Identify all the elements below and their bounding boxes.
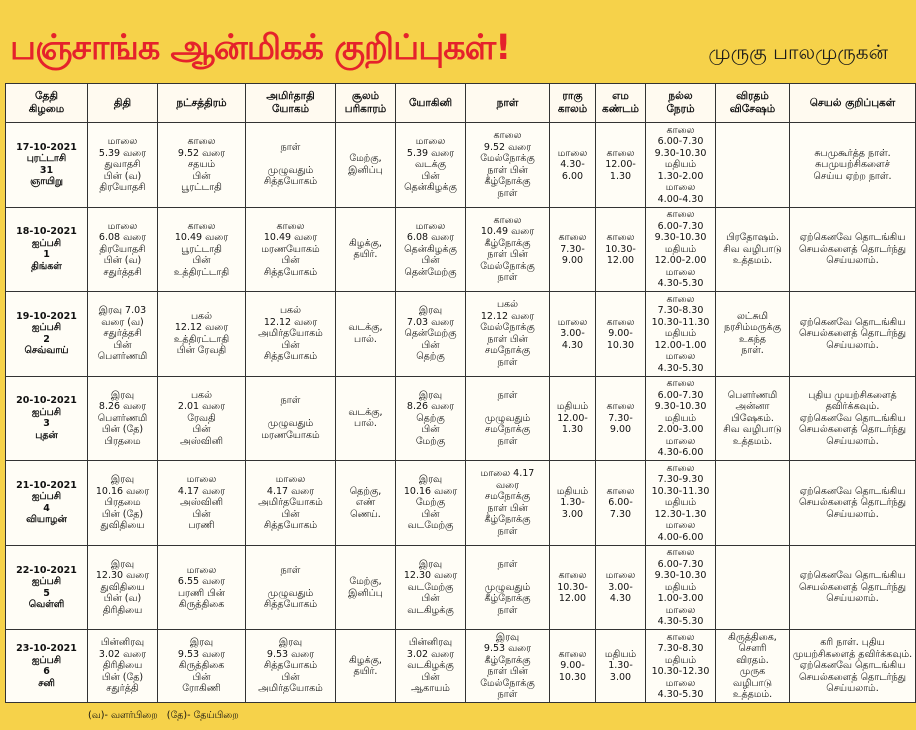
cell-thithi: இரவு 7.03 வரை (வ) சதுர்த்தசி பின் பௌர்ணமி xyxy=(88,292,158,377)
cell-naal: பகல் 12.12 வரை மேல்நோக்கு நாள் பின் சமநோக்கு நாள் xyxy=(466,292,550,377)
cell-star: மாலை 6.55 வரை பரணி பின் கிருத்திகை xyxy=(158,545,246,630)
cell-emagandam: காலை 12.00- 1.30 xyxy=(596,123,646,208)
table-row xyxy=(6,545,916,630)
cell-star: இரவு 9.53 வரை கிருத்திகை பின் ரோகிணி xyxy=(158,630,246,703)
cell-notes: ஏற்கெனவே தொடங்கிய செயல்களைத் தொடர்ந்து செய்யலாம். xyxy=(790,461,916,546)
cell-emagandam: மதியம் 1.30- 3.00 xyxy=(596,630,646,703)
cell-naal: காலை 10.49 வரை கீழ்நோக்கு நாள் பின் மேல்நோக்கு நாள் xyxy=(466,207,550,292)
cell-rahu: மாலை 4.30- 6.00 xyxy=(550,123,596,208)
cell-yogini: இரவு 10.16 வரை மேற்கு பின் வடமேற்கு xyxy=(396,461,466,546)
cell-thithi: இரவு 12.30 வரை துவிதியை பின் (வ) திரிதியை xyxy=(88,545,158,630)
cell-star: பகல் 12.12 வரை உத்திரட்டாதி பின் ரேவதி xyxy=(158,292,246,377)
legend-footer: (வ)- வளர்பிறை (தே)- தேய்பிறை xyxy=(88,710,239,721)
cell-notes: கரி நாள். புதிய முயற்சிகளைத் தவிர்க்கவும். ஏற்கெனவே தொடங்கிய செயல்களைத் தொடர்ந்து செய்யலாம். xyxy=(790,630,916,703)
cell-star: பகல் 2.01 வரை ரேவதி பின் அஸ்வினி xyxy=(158,376,246,461)
cell-star: மாலை 4.17 வரை அஸ்வினி பின் பரணி xyxy=(158,461,246,546)
page-title: பஞ்சாங்க ஆன்மிகக் குறிப்புகள்! xyxy=(10,28,511,68)
cell-vratham xyxy=(716,123,790,208)
cell-date: 22-10-2021 ஐப்பசி 5 வெள்ளி xyxy=(6,545,88,630)
cell-date: 23-10-2021 ஐப்பசி 6 சனி xyxy=(6,630,88,703)
cell-naal: நாள் முழுவதும் கீழ்நோக்கு நாள் xyxy=(466,545,550,630)
cell-soolam: கிழக்கு, தயிர். xyxy=(336,630,396,703)
col-header-naal: நாள் xyxy=(466,84,550,123)
cell-vratham: கிருத்திகை, சௌரி விரதம். முருக வழிபாடு உத்தமம். xyxy=(716,630,790,703)
cell-emagandam: காலை 10.30- 12.00 xyxy=(596,207,646,292)
cell-good-time: காலை 6.00-7.30 9.30-10.30 மதியம் 1.00-3.00 மாலை 4.30-5.30 xyxy=(646,545,716,630)
cell-yogini: மாலை 5.39 வரை வடக்கு பின் தென்கிழக்கு xyxy=(396,123,466,208)
cell-good-time: காலை 6.00-7.30 9.30-10.30 மதியம் 2.00-3.00 மாலை 4.30-6.00 xyxy=(646,376,716,461)
table-body xyxy=(6,123,916,703)
cell-rahu: காலை 10.30- 12.00 xyxy=(550,545,596,630)
cell-emagandam: காலை 6.00- 7.30 xyxy=(596,461,646,546)
col-header-good-time: நல்ல நேரம் xyxy=(646,84,716,123)
cell-emagandam: மாலை 3.00- 4.30 xyxy=(596,545,646,630)
header-row xyxy=(6,84,916,123)
cell-thithi: இரவு 10.16 வரை பிரதமை பின் (தே) துவிதியை xyxy=(88,461,158,546)
cell-rahu: காலை 9.00- 10.30 xyxy=(550,630,596,703)
cell-naal: மாலை 4.17 வரை சமநோக்கு நாள் பின் கீழ்நோக்கு நாள் xyxy=(466,461,550,546)
cell-date: 18-10-2021 ஐப்பசி 1 திங்கள் xyxy=(6,207,88,292)
col-header-rahu: ராகு காலம் xyxy=(550,84,596,123)
cell-star: காலை 10.49 வரை பூரட்டாதி பின் உத்திரட்டாதி xyxy=(158,207,246,292)
cell-yogam: நாள் முழுவதும் சித்தயோகம் xyxy=(246,123,336,208)
cell-naal: இரவு 9.53 வரை கீழ்நோக்கு நாள் பின் மேல்நோக்கு நாள் xyxy=(466,630,550,703)
cell-date: 20-10-2021 ஐப்பசி 3 புதன் xyxy=(6,376,88,461)
panchangam-table xyxy=(5,83,916,703)
col-header-thithi: திதி xyxy=(88,84,158,123)
cell-notes: ஏற்கெனவே தொடங்கிய செயல்களைத் தொடர்ந்து செய்யலாம். xyxy=(790,545,916,630)
cell-emagandam: காலை 9.00- 10.30 xyxy=(596,292,646,377)
cell-thithi: பின்னிரவு 3.02 வரை திரிதியை பின் (தே) சதுர்த்தி xyxy=(88,630,158,703)
col-header-date: தேதி கிழமை xyxy=(6,84,88,123)
cell-emagandam: காலை 7.30- 9.00 xyxy=(596,376,646,461)
col-header-vratham: விரதம் விசேஷம் xyxy=(716,84,790,123)
cell-thithi: இரவு 8.26 வரை பௌர்ணமி பின் (தே) பிரதமை xyxy=(88,376,158,461)
cell-yogini: மாலை 6.08 வரை தென்கிழக்கு பின் தென்மேற்கு xyxy=(396,207,466,292)
cell-yogam: இரவு 9.53 வரை சித்தயோகம் பின் அமிர்தயோகம் xyxy=(246,630,336,703)
cell-soolam: மேற்கு, இனிப்பு xyxy=(336,545,396,630)
cell-rahu: காலை 7.30- 9.00 xyxy=(550,207,596,292)
cell-yogam: பகல் 12.12 வரை அமிர்தயோகம் பின் சித்தயோகம் xyxy=(246,292,336,377)
col-header-star: நட்சத்திரம் xyxy=(158,84,246,123)
table-row xyxy=(6,123,916,208)
cell-date: 17-10-2021 புரட்டாசி 31 ஞாயிறு xyxy=(6,123,88,208)
table-row xyxy=(6,461,916,546)
header xyxy=(0,0,900,80)
cell-yogini: இரவு 12.30 வரை வடமேற்கு பின் வடகிழக்கு xyxy=(396,545,466,630)
cell-good-time: காலை 7.30-8.30 மதியம் 10.30-12.30 மாலை 4.30-5.30 xyxy=(646,630,716,703)
cell-good-time: காலை 7.30-8.30 10.30-11.30 மதியம் 12.00-1.00 மாலை 4.30-5.30 xyxy=(646,292,716,377)
cell-notes: சுபமுகூர்த்த நாள். சுபமுயற்சிகளைச் செய்ய ஏற்ற நாள். xyxy=(790,123,916,208)
table-row xyxy=(6,292,916,377)
cell-rahu: மதியம் 12.00- 1.30 xyxy=(550,376,596,461)
cell-yogini: பின்னிரவு 3.02 வரை வடகிழக்கு பின் ஆகாயம் xyxy=(396,630,466,703)
cell-date: 21-10-2021 ஐப்பசி 4 வியாழன் xyxy=(6,461,88,546)
cell-rahu: மாலை 3.00- 4.30 xyxy=(550,292,596,377)
cell-soolam: தெற்கு, எண் ணெய். xyxy=(336,461,396,546)
cell-yogam: நாள் முழுவதும் மரணயோகம் xyxy=(246,376,336,461)
cell-yogini: இரவு 8.26 வரை தெற்கு பின் மேற்கு xyxy=(396,376,466,461)
col-header-yogini: யோகினி xyxy=(396,84,466,123)
cell-vratham: பிரதோஷம். சிவ வழிபாடு உத்தமம். xyxy=(716,207,790,292)
cell-yogam: மாலை 4.17 வரை அமிர்தயோகம் பின் சித்தயோகம் xyxy=(246,461,336,546)
cell-soolam: கிழக்கு, தயிர். xyxy=(336,207,396,292)
cell-yogam: நாள் முழுவதும் சித்தயோகம் xyxy=(246,545,336,630)
author-name: முருகு பாலமுருகன் xyxy=(708,40,888,64)
col-header-yogam: அமிர்தாதி யோகம் xyxy=(246,84,336,123)
cell-yogini: இரவு 7.03 வரை தென்மேற்கு பின் தெற்கு xyxy=(396,292,466,377)
cell-naal: காலை 9.52 வரை மேல்நோக்கு நாள் பின் கீழ்நோக்கு நாள் xyxy=(466,123,550,208)
cell-soolam: வடக்கு, பால். xyxy=(336,376,396,461)
cell-vratham: லட்சுமி நரசிம்மருக்கு உகந்த நாள். xyxy=(716,292,790,377)
cell-notes: புதிய முயற்சிகளைத் தவிர்க்கவும். ஏற்கெனவே தொடங்கிய செயல்களைத் தொடர்ந்து செய்யலாம். xyxy=(790,376,916,461)
cell-vratham: பௌர்ணமி அன்னா பிஷேகம். சிவ வழிபாடு உத்தமம். xyxy=(716,376,790,461)
cell-thithi: மாலை 5.39 வரை துவாதசி பின் (வ) திரயோதசி xyxy=(88,123,158,208)
table-row xyxy=(6,376,916,461)
cell-soolam: மேற்கு, இனிப்பு xyxy=(336,123,396,208)
col-header-notes: செயல் குறிப்புகள் xyxy=(790,84,916,123)
cell-star: காலை 9.52 வரை சதயம் பின் பூரட்டாதி xyxy=(158,123,246,208)
cell-good-time: காலை 6.00-7.30 9.30-10.30 மதியம் 1.30-2.00 மாலை 4.00-4.30 xyxy=(646,123,716,208)
cell-naal: நாள் முழுவதும் சமநோக்கு நாள் xyxy=(466,376,550,461)
cell-date: 19-10-2021 ஐப்பசி 2 செவ்வாய் xyxy=(6,292,88,377)
table-row xyxy=(6,207,916,292)
cell-yogam: காலை 10.49 வரை மரணயோகம் பின் சித்தயோகம் xyxy=(246,207,336,292)
cell-notes: ஏற்கெனவே தொடங்கிய செயல்களைத் தொடர்ந்து செய்யலாம். xyxy=(790,292,916,377)
cell-vratham xyxy=(716,545,790,630)
col-header-emagandam: எம கண்டம் xyxy=(596,84,646,123)
cell-good-time: காலை 7.30-9.30 10.30-11.30 மதியம் 12.30-1.30 மாலை 4.00-6.00 xyxy=(646,461,716,546)
cell-soolam: வடக்கு, பால். xyxy=(336,292,396,377)
cell-rahu: மதியம் 1.30- 3.00 xyxy=(550,461,596,546)
cell-thithi: மாலை 6.08 வரை திரயோதசி பின் (வ) சதுர்த்தசி xyxy=(88,207,158,292)
cell-good-time: காலை 6.00-7.30 9.30-10.30 மதியம் 12.00-2.00 மாலை 4.30-5.30 xyxy=(646,207,716,292)
table-row xyxy=(6,630,916,703)
cell-vratham xyxy=(716,461,790,546)
col-header-soolam: சூலம் பரிகாரம் xyxy=(336,84,396,123)
cell-notes: ஏற்கெனவே தொடங்கிய செயல்களைத் தொடர்ந்து செய்யலாம். xyxy=(790,207,916,292)
